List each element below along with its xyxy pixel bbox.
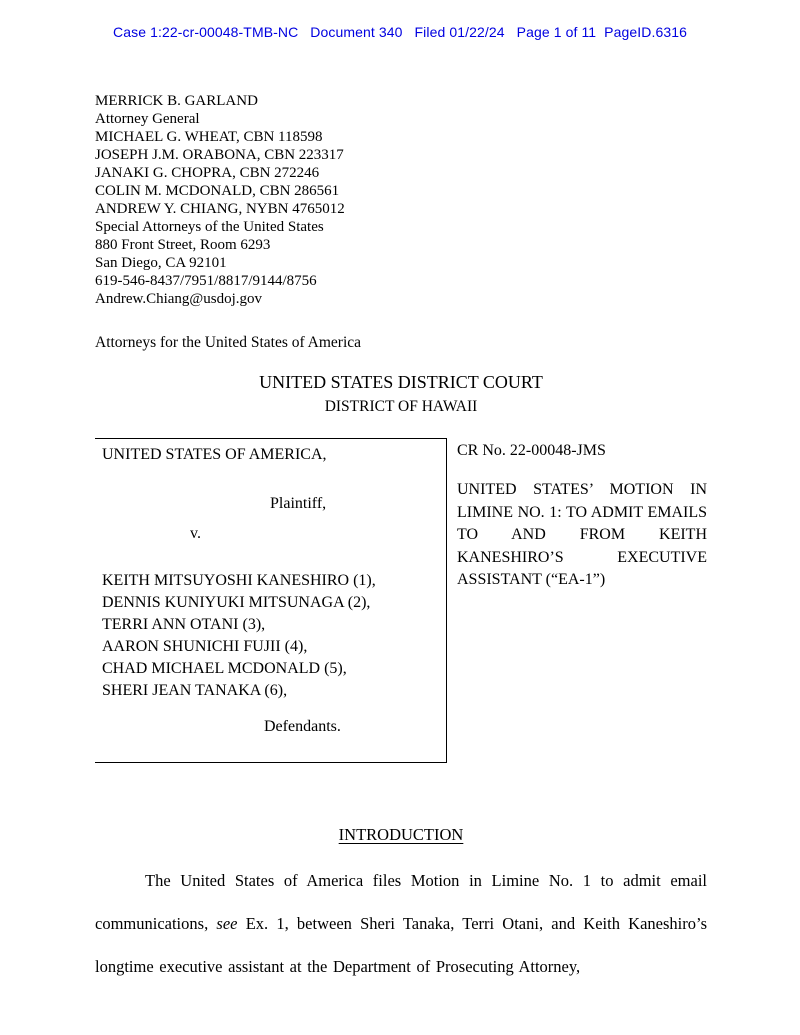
attorney-line: Special Attorneys of the United States bbox=[95, 219, 324, 235]
court-district: DISTRICT OF HAWAII bbox=[324, 398, 478, 415]
case-stamp-header: Case 1:22-cr-00048-TMB-NC Document 340 Filed 01/22/24 Page 1 of 11 PageID.6316 bbox=[113, 24, 687, 40]
defendant-name: CHAD MICHAEL MCDONALD (5), bbox=[102, 660, 347, 677]
attorney-block bbox=[95, 92, 707, 308]
attorney-email: Andrew.Chiang@usdoj.gov bbox=[95, 291, 262, 307]
defendants-list bbox=[102, 570, 440, 702]
attorney-line: JOSEPH J.M. ORABONA, CBN 223317 bbox=[95, 147, 344, 163]
paragraph-text: The United States of America files Motion in Limine No. 1 to admit email communications, bbox=[95, 871, 707, 933]
case-number: CR No. 22-00048-JMS bbox=[457, 442, 606, 459]
defendant-name: SHERI JEAN TANAKA (6), bbox=[102, 682, 288, 699]
motion-title: UNITED STATES’ MOTION IN LIMINE NO. 1: TO ADMIT EMAILS TO AND FROM KEITH KANESHIRO’S EXECUTIVE ASSISTANT (“EA-1”) bbox=[457, 481, 707, 588]
defendant-name: KEITH MITSUYOSHI KANESHIRO (1), bbox=[102, 572, 376, 589]
attorney-line: MERRICK B. GARLAND bbox=[95, 93, 258, 109]
defendant-name: DENNIS KUNIYUKI MITSUNAGA (2), bbox=[102, 594, 371, 611]
attorney-line: Attorney General bbox=[95, 111, 200, 127]
plaintiff-name: UNITED STATES OF AMERICA, bbox=[102, 446, 327, 463]
attorney-line: MICHAEL G. WHEAT, CBN 118598 bbox=[95, 129, 323, 145]
attorney-line: San Diego, CA 92101 bbox=[95, 255, 227, 271]
page-content bbox=[95, 92, 707, 988]
attorney-line: JANAKI G. CHOPRA, CBN 272246 bbox=[95, 165, 320, 181]
section-heading-text: INTRODUCTION bbox=[338, 825, 464, 844]
attorney-line: ANDREW Y. CHIANG, NYBN 4765012 bbox=[95, 201, 345, 217]
paragraph-text: Ex. 1, between Sheri Tanaka, Terri Otani, and Keith Kaneshiro’s longtime executive assistant at the Department of Prosecuting Attorney, bbox=[95, 914, 707, 976]
caption-parties-box bbox=[95, 438, 447, 763]
court-heading bbox=[95, 372, 707, 416]
attorneys-for-line: Attorneys for the United States of America bbox=[95, 334, 362, 351]
court-title: UNITED STATES DISTRICT COURT bbox=[259, 372, 543, 392]
case-caption bbox=[95, 438, 707, 763]
versus-line: v. bbox=[190, 525, 201, 542]
defendant-name: AARON SHUNICHI FUJII (4), bbox=[102, 638, 308, 655]
attorney-line: COLIN M. MCDONALD, CBN 286561 bbox=[95, 183, 340, 199]
citation-signal-see: see bbox=[216, 914, 238, 933]
introduction-paragraph bbox=[95, 859, 707, 988]
attorney-line: 880 Front Street, Room 6293 bbox=[95, 237, 271, 253]
attorney-line: 619-546-8437/7951/8817/9144/8756 bbox=[95, 273, 317, 289]
defendant-name: TERRI ANN OTANI (3), bbox=[102, 616, 266, 633]
section-heading-introduction bbox=[95, 825, 707, 845]
caption-motion-column bbox=[447, 438, 707, 763]
defendants-label: Defendants. bbox=[264, 718, 341, 735]
plaintiff-label: Plaintiff, bbox=[270, 495, 327, 512]
